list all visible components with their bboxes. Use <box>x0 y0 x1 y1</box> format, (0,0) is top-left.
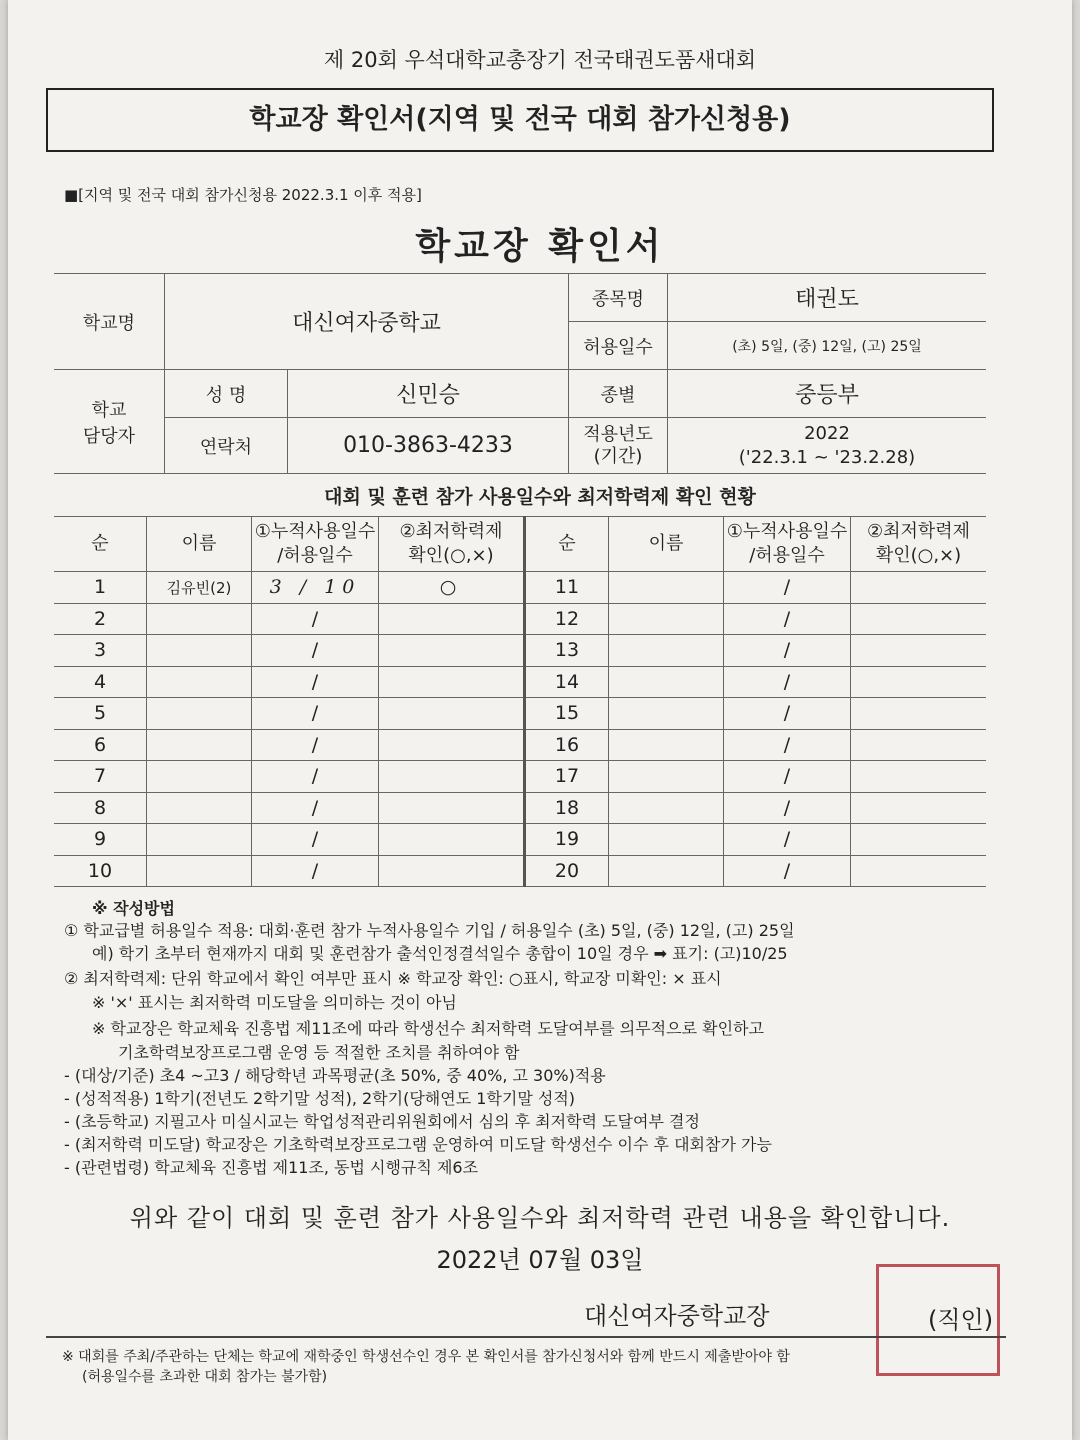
row-days: / <box>252 824 379 856</box>
row-no-2: 13 <box>525 635 609 667</box>
row-days: / <box>252 792 379 824</box>
row-days: / <box>252 855 379 887</box>
staff-name: 신민승 <box>288 370 569 418</box>
document-page <box>8 0 1072 1440</box>
row-days-2: / <box>724 761 851 793</box>
row-no-2: 15 <box>525 698 609 730</box>
year-label: 적용년도 (기간) <box>569 418 668 474</box>
row-no: 5 <box>54 698 147 730</box>
table-row <box>54 761 986 793</box>
row-academic-2 <box>851 855 987 887</box>
row-no-2: 17 <box>525 761 609 793</box>
form-banner-title: 학교장 확인서(지역 및 전국 대회 참가신청용) <box>46 88 994 152</box>
row-academic <box>379 698 525 730</box>
row-no: 8 <box>54 792 147 824</box>
school-label: 학교명 <box>54 274 165 370</box>
row-name <box>147 855 252 887</box>
row-days-2: / <box>724 824 851 856</box>
principal-name: 대신여자중학교장 <box>584 1302 770 1330</box>
row-no: 10 <box>54 855 147 887</box>
instruction-line: 기초학력보장프로그램 운영 등 적절한 조치를 취하여야 함 <box>118 1043 520 1062</box>
row-days: / <box>252 603 379 635</box>
page-title: 학교장 확인서 <box>415 226 665 267</box>
row-academic-2 <box>851 761 987 793</box>
instruction-line: ※ 학교장은 학교체육 진흥법 제11조에 따라 학생선수 최저학력 도달여부를 의무적으로 확인하고 <box>92 1019 764 1038</box>
row-academic <box>379 792 525 824</box>
row-days-2: / <box>724 855 851 887</box>
row-name-2 <box>609 666 724 698</box>
row-name-2 <box>609 603 724 635</box>
row-no-2: 18 <box>525 792 609 824</box>
row-academic <box>379 761 525 793</box>
row-academic-2 <box>851 635 987 667</box>
row-no-2: 19 <box>525 824 609 856</box>
instruction-line: - (최저학력 미도달) 학교장은 기초학력보장프로그램 운영하여 미도달 학생선수 이수 후 대회참가 가능 <box>64 1135 772 1154</box>
instruction-line: - (초등학교) 지필고사 미실시교는 학업성적관리위원회에서 심의 후 최저학력 도달여부 결정 <box>64 1112 700 1131</box>
year-value: 2022 ('22.3.1 ~ '23.2.28) <box>668 418 987 474</box>
sport-value: 태권도 <box>668 274 987 322</box>
col-header-name-2: 이름 <box>609 517 724 572</box>
row-name-2 <box>609 792 724 824</box>
row-academic-2 <box>851 792 987 824</box>
row-days-2: / <box>724 792 851 824</box>
row-days: / <box>252 698 379 730</box>
row-days-2: / <box>724 729 851 761</box>
table-row <box>54 698 986 730</box>
row-academic-2 <box>851 729 987 761</box>
instruction-line: - (대상/기준) 초4 ~고3 / 해당학년 과목평균(초 50%, 중 40%, 고 30%)적용 <box>64 1066 606 1085</box>
row-name-2 <box>609 729 724 761</box>
row-days-2: / <box>724 698 851 730</box>
row-no: 6 <box>54 729 147 761</box>
row-no: 2 <box>54 603 147 635</box>
row-name <box>147 698 252 730</box>
row-academic: ○ <box>379 572 525 604</box>
contact-label: 연락처 <box>165 418 288 474</box>
instruction-line: - (관련법령) 학교체육 진흥법 제11조, 동법 시행규칙 제6조 <box>64 1158 479 1177</box>
row-days: 3 / 10 <box>252 572 379 604</box>
row-days-2: / <box>724 666 851 698</box>
school-name: 대신여자중학교 <box>165 274 569 370</box>
footer-line: (허용일수를 초과한 대회 참가는 불가함) <box>82 1369 328 1385</box>
row-academic <box>379 635 525 667</box>
event-name: 제 20회 우석대학교총장기 전국태권도품새대회 <box>323 48 757 72</box>
sport-label: 종목명 <box>569 274 668 322</box>
row-name <box>147 729 252 761</box>
row-no: 1 <box>54 572 147 604</box>
row-no: 7 <box>54 761 147 793</box>
col-header-academic: ②최저학력제 확인(○,×) <box>379 517 525 572</box>
row-days-2: / <box>724 572 851 604</box>
row-days-2: / <box>724 635 851 667</box>
participation-table <box>54 516 986 887</box>
row-academic <box>379 855 525 887</box>
row-academic-2 <box>851 698 987 730</box>
row-name-2 <box>609 572 724 604</box>
col-header-academic-2: ②최저학력제 확인(○,×) <box>851 517 987 572</box>
row-no-2: 20 <box>525 855 609 887</box>
school-info-table <box>54 273 986 474</box>
row-name <box>147 792 252 824</box>
table-row <box>54 572 986 604</box>
row-days: / <box>252 635 379 667</box>
row-name <box>147 824 252 856</box>
row-no-2: 14 <box>525 666 609 698</box>
table-row <box>54 855 986 887</box>
row-academic-2 <box>851 603 987 635</box>
row-academic-2 <box>851 824 987 856</box>
confirmation-statement: 위와 같이 대회 및 훈련 참가 사용일수와 최저학력 관련 내용을 확인합니다. <box>129 1204 951 1232</box>
footer-line: ※ 대회를 주최/주관하는 단체는 학교에 재학중인 학생선수인 경우 본 확인서를 참가신청서와 함께 반드시 제출받아야 함 <box>62 1349 790 1365</box>
table-row <box>54 792 986 824</box>
col-header-name: 이름 <box>147 517 252 572</box>
row-no-2: 12 <box>525 603 609 635</box>
instruction-line: 예) 학기 초부터 현재까지 대회 및 훈련참가 출석인정결석일수 총합이 10일 경우 ➡ 표기: (고)10/25 <box>92 944 788 963</box>
issue-date: 2022년 07월 03일 <box>436 1246 644 1274</box>
row-no-2: 16 <box>525 729 609 761</box>
staff-label: 학교 담당자 <box>54 370 165 474</box>
table-row <box>54 603 986 635</box>
instruction-line: ② 최저학력제: 단위 학교에서 확인 여부만 표시 ※ 학교장 확인: ○표시, 학교장 미확인: × 표시 <box>64 969 722 988</box>
table-row <box>54 824 986 856</box>
row-name: 김유빈(2) <box>147 572 252 604</box>
instruction-line: ① 학교급별 허용일수 적용: 대회·훈련 참가 누적사용일수 기입 / 허용일수 (초) 5일, (중) 12일, (고) 25일 <box>64 921 795 940</box>
table-row <box>54 729 986 761</box>
row-name-2 <box>609 824 724 856</box>
seal-label: (직인) <box>928 1306 994 1334</box>
table-row <box>54 666 986 698</box>
name-label: 성 명 <box>165 370 288 418</box>
row-days: / <box>252 729 379 761</box>
row-days: / <box>252 761 379 793</box>
status-title: 대회 및 훈련 참가 사용일수와 최저학력제 확인 현황 <box>324 486 756 508</box>
row-academic <box>379 824 525 856</box>
footer-divider <box>46 1336 1006 1338</box>
instruction-line: ※ '×' 표시는 최저학력 미도달을 의미하는 것이 아님 <box>92 993 457 1012</box>
row-academic <box>379 603 525 635</box>
instruction-line: - (성적적용) 1학기(전년도 2학기말 성적), 2학기(당해연도 1학기말 성적) <box>64 1089 576 1108</box>
row-name-2 <box>609 761 724 793</box>
row-name <box>147 666 252 698</box>
row-name-2 <box>609 855 724 887</box>
row-no: 4 <box>54 666 147 698</box>
table-row <box>54 635 986 667</box>
col-header-days: ①누적사용일수 /허용일수 <box>252 517 379 572</box>
row-academic-2 <box>851 572 987 604</box>
row-academic <box>379 666 525 698</box>
col-header-no: 순 <box>54 517 147 572</box>
row-name <box>147 761 252 793</box>
row-no: 3 <box>54 635 147 667</box>
row-no: 9 <box>54 824 147 856</box>
instruction-line: ※ 작성방법 <box>92 899 175 918</box>
form-subtitle: ■[지역 및 전국 대회 참가신청용 2022.3.1 이후 적용] <box>64 186 422 204</box>
row-academic <box>379 729 525 761</box>
allow-value: (초) 5일, (중) 12일, (고) 25일 <box>668 322 987 370</box>
row-name-2 <box>609 635 724 667</box>
allow-label: 허용일수 <box>569 322 668 370</box>
row-no-2: 11 <box>525 572 609 604</box>
row-name-2 <box>609 698 724 730</box>
row-days: / <box>252 666 379 698</box>
contact-value: 010-3863-4233 <box>288 418 569 474</box>
row-days-2: / <box>724 603 851 635</box>
col-header-no-2: 순 <box>525 517 609 572</box>
row-name <box>147 635 252 667</box>
col-header-days-2: ①누적사용일수 /허용일수 <box>724 517 851 572</box>
division-value: 중등부 <box>668 370 987 418</box>
row-academic-2 <box>851 666 987 698</box>
division-label: 종별 <box>569 370 668 418</box>
row-name <box>147 603 252 635</box>
